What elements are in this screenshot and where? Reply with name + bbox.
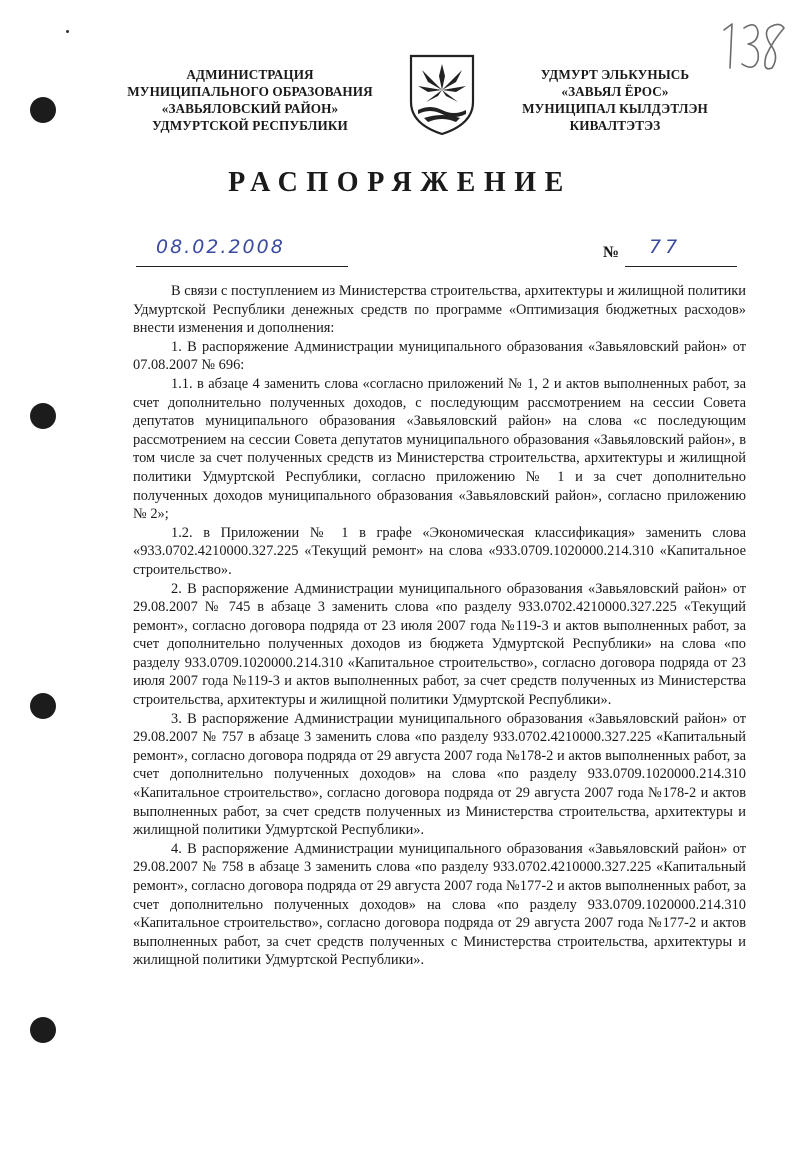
- header-line: КИВАЛТЭТЭЗ: [569, 118, 661, 133]
- organization-header-russian: [112, 66, 388, 134]
- number-label: №: [603, 244, 620, 261]
- paragraph-item-1-2: 1.2. в Приложении № 1 в графе «Экономическая классификация» заменить слова «933.0702.4210000.327.225 «Текущий ремонт» на слова «933.0709.1020000.214.310 «Капитальное строительство».: [133, 524, 746, 578]
- scan-speck: [66, 30, 69, 33]
- handwritten-date: 08.02.2008: [156, 236, 285, 258]
- punch-hole: [30, 403, 56, 429]
- header-line: УДМУРТ ЭЛЬКУНЫСЬ: [540, 67, 690, 82]
- header-line: «ЗАВЬЯЛ ЁРОС»: [561, 84, 669, 99]
- paragraph-item-2: 2. В распоряжение Администрации муниципального образования «Завьяловский район» от 29.08.2007 № 745 в абзаце 3 заменить слова «по разделу 933.0702.4210000.327.225 «Текущий ремонт», согласно договора подряда от 23 июля 2007 года №119-3 и актов выполненных работ, за счет дополнительно полученных доходов из бюджета Удмуртской Республики» на слова «по разделу 933.0709.1020000.214.310 «Капитальное строительство», согласно договора подряда от 23 июля 2007 года №119-3 и актов выполненных работ, за счет средств полученных из Министерства строительства, архитектуры и жилищной политики Удмуртской Республики».: [133, 580, 746, 709]
- punch-hole: [30, 97, 56, 123]
- header-line: АДМИНИСТРАЦИЯ: [186, 67, 314, 82]
- number-field: [625, 234, 737, 267]
- document-body: [133, 282, 746, 970]
- handwritten-page-number: [718, 16, 788, 76]
- date-field: [136, 234, 348, 267]
- organization-header-udmurt: [512, 66, 718, 134]
- paragraph-preamble: В связи с поступлением из Министерства строительства, архитектуры и жилищной политики Удмуртской Республики денежных средств по программе «Оптимизация бюджетных расходов» внести изменения и дополнения:: [133, 283, 746, 337]
- paragraph-item-3: 3. В распоряжение Администрации муниципального образования «Завьяловский район» от 29.08.2007 № 757 в абзаце 3 заменить слова «по разделу 933.0702.4210000.327.225 «Капитальный ремонт», согласно договора подряда от 29 августа 2007 года №178-2 и актов выполненных работ, за счет дополнительно полученных доходов» на слова «по разделу 933.0709.1020000.214.310 «Капитальное строительство», согласно договора подряда от 29 августа 2007 года №178-2 и актов выполненных работ, за счет средств полученных из Министерства строительства, архитектуры и жилищной политики Удмуртской Республики».: [133, 710, 746, 839]
- header-line: УДМУРТСКОЙ РЕСПУБЛИКИ: [152, 118, 348, 133]
- header-line: «ЗАВЬЯЛОВСКИЙ РАЙОН»: [161, 101, 339, 116]
- paragraph-item-4: 4. В распоряжение Администрации муниципального образования «Завьяловский район» от 29.08.2007 № 758 в абзаце 3 заменить слова «по разделу 933.0702.4210000.327.225 «Капитальный ремонт», согласно договора подряда от 29 августа 2007 года №177-2 и актов выполненных работ, за счет дополнительно полученных доходов» на слова «по разделу 933.0709.1020000.214.310 «Капитальное строительство», согласно договора подряда от 29 августа 2007 года №177-2 и актов выполненных работ, за счет средств полученных с Министерства строительства, архитектуры и жилищной политики Удмуртской Республики».: [133, 840, 746, 969]
- document-title: РАСПОРЯЖЕНИЕ: [228, 167, 572, 198]
- header-line: МУНИЦИПАЛЬНОГО ОБРАЗОВАНИЯ: [127, 84, 373, 99]
- district-emblem: [408, 50, 476, 136]
- punch-hole: [30, 1017, 56, 1043]
- header-line: МУНИЦИПАЛ КЫЛДЭТЛЭН: [522, 101, 708, 116]
- handwritten-number: 77: [649, 236, 682, 258]
- paragraph-item-1-1: 1.1. в абзаце 4 заменить слова «согласно приложений № 1, 2 и актов выполненных работ, за счет дополнительно полученных доходов, с последующим рассмотрением на сессии Совета депутатов муниципального образования «Завьяловский район» на слова «с последующим рассмотрением на сессии Совета депутатов муниципального образования «Завьяловский район», в том числе за счет полученных средств из Министерства строительства, архитектуры и жилищной политики Удмуртской Республики, согласно приложению № 1 и за счет дополнительно полученных доходов муниципального образования «Завьяловский район», согласно приложению № 2»;: [133, 375, 746, 523]
- punch-hole: [30, 693, 56, 719]
- paragraph-item-1: 1. В распоряжение Администрации муниципального образования «Завьяловский район» от 07.08.2007 № 696:: [133, 338, 746, 374]
